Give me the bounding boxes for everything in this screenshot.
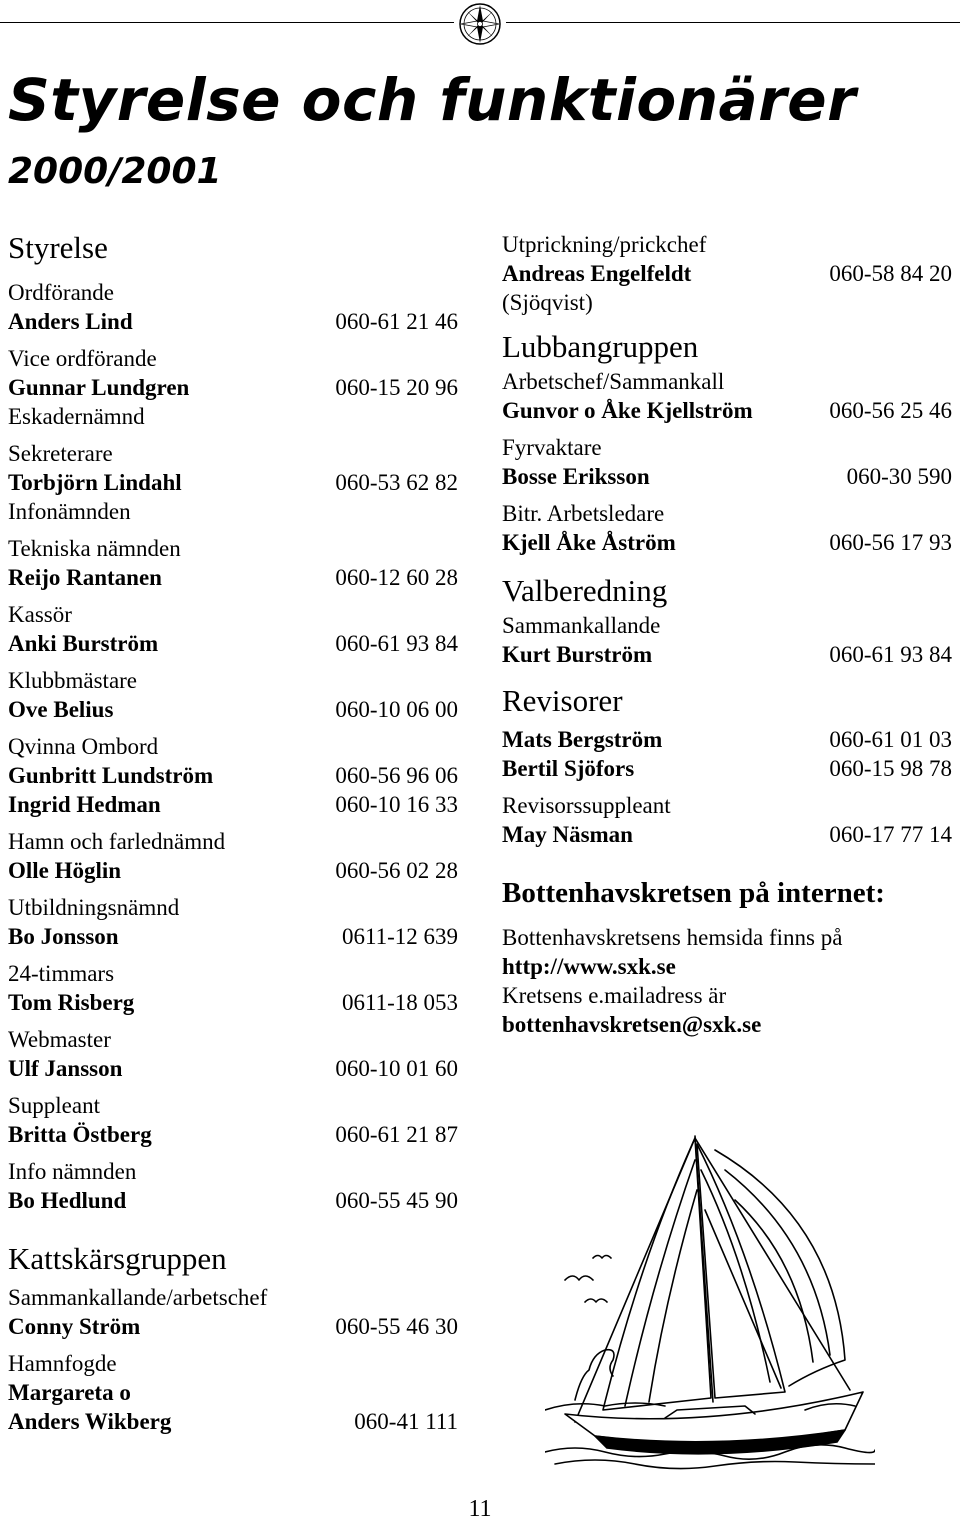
- page-number: 11: [468, 1496, 492, 1522]
- entry-qvinna-ombord: [8, 732, 458, 819]
- phone-number: 060-61 93 84: [829, 642, 952, 667]
- entry-lubban-arbetschef: [502, 367, 952, 425]
- entry-kassor: [8, 600, 458, 658]
- role-label: Hamn och farlednämnd: [8, 829, 226, 854]
- phone-number: 0611-12 639: [341, 924, 458, 949]
- role-note: (Sjöqvist): [502, 290, 593, 315]
- section-heading-styrelse: Styrelse: [8, 230, 108, 265]
- person-name: Bo Jonsson: [8, 924, 119, 949]
- person-name: Britta Östberg: [8, 1122, 152, 1147]
- entry-kattskar-sammankallande: [8, 1283, 458, 1341]
- phone-number: 060-15 98 78: [829, 756, 952, 781]
- entry-info-namnden: [8, 1157, 458, 1215]
- person-name: Reijo Rantanen: [8, 565, 162, 590]
- person-name: Ulf Jansson: [8, 1056, 123, 1081]
- role-label: Kassör: [8, 602, 72, 627]
- person-name: Conny Ström: [8, 1314, 141, 1339]
- phone-number: 060-15 20 96: [335, 375, 458, 400]
- phone-number: 060-56 96 06: [335, 763, 458, 788]
- phone-number: 060-56 25 46: [829, 398, 952, 423]
- phone-number: 060-58 84 20: [829, 261, 952, 286]
- top-rule-left: [0, 22, 454, 23]
- role-label: Klubbmästare: [8, 668, 138, 693]
- entry-webmaster: [8, 1025, 458, 1083]
- phone-number: 060-53 62 82: [335, 470, 458, 495]
- entry-24-timmars: [8, 959, 458, 1017]
- person-name: Kurt Burström: [502, 642, 653, 667]
- person-name: Ove Belius: [8, 697, 114, 722]
- top-rule-right: [506, 22, 960, 23]
- phone-number: 060-61 21 46: [335, 309, 458, 334]
- phone-number: 060-61 93 84: [335, 631, 458, 656]
- role-label: Utbildningsnämnd: [8, 895, 180, 920]
- person-name: Gunbritt Lundström: [8, 763, 214, 788]
- entry-bitr-arbetsledare: [502, 499, 952, 557]
- role-label: Tekniska nämnden: [8, 536, 181, 561]
- person-name: Gunvor o Åke Kjellström: [502, 398, 753, 423]
- person-name: Anders Lind: [8, 309, 133, 334]
- phone-number: 060-17 77 14: [829, 822, 952, 847]
- entry-klubbmastare: [8, 666, 458, 724]
- person-name: May Näsman: [502, 822, 633, 847]
- section-heading-revisorer: Revisorer: [502, 683, 623, 718]
- compass-rose-icon: [458, 2, 502, 46]
- entry-hamnfogde: [8, 1349, 458, 1436]
- person-name: Kjell Åke Åström: [502, 530, 676, 555]
- role-label: Bitr. Arbetsledare: [502, 501, 665, 526]
- phone-number: 060-30 590: [846, 464, 952, 489]
- website-link[interactable]: http://www.sxk.se: [502, 954, 676, 979]
- phone-number: 060-61 01 03: [829, 727, 952, 752]
- person-name: Ingrid Hedman: [8, 792, 161, 817]
- phone-number: 060-55 45 90: [335, 1188, 458, 1213]
- person-name: Anki Burström: [8, 631, 159, 656]
- phone-number: 060-61 21 87: [335, 1122, 458, 1147]
- person-name: Andreas Engelfeldt: [502, 261, 692, 286]
- phone-number: 0611-18 053: [341, 990, 458, 1015]
- entry-utprickning: [502, 230, 952, 317]
- entry-utbildning: [8, 893, 458, 951]
- page-subtitle: 2000/2001: [8, 151, 222, 192]
- phone-number: 060-55 46 30: [335, 1314, 458, 1339]
- entry-hamn: [8, 827, 458, 885]
- phone-number: 060-41 111: [354, 1409, 458, 1434]
- role-label: Suppleant: [8, 1093, 100, 1118]
- person-name: Mats Bergström: [502, 727, 663, 752]
- role-label: Ordförande: [8, 280, 115, 305]
- entry-valberedning: [502, 611, 952, 669]
- section-heading-valberedning: Valberedning: [502, 573, 668, 608]
- role-label: Info nämnden: [8, 1159, 137, 1184]
- person-name: Bo Hedlund: [8, 1188, 127, 1213]
- entry-revisorssuppleant: [502, 791, 952, 849]
- role-label: Sammankallande/arbetschef: [8, 1285, 268, 1310]
- entry-vice-ordforande: [8, 344, 458, 431]
- role-label: Vice ordförande: [8, 346, 157, 371]
- person-name: Tom Risberg: [8, 990, 135, 1015]
- person-name: Torbjörn Lindahl: [8, 470, 182, 495]
- role-label: Fyrvaktare: [502, 435, 602, 460]
- phone-number: 060-10 01 60: [335, 1056, 458, 1081]
- entry-ordforande: [8, 278, 458, 336]
- entry-revisorer: [502, 725, 952, 783]
- entry-fyrvaktare: [502, 433, 952, 491]
- entry-tekniska: [8, 534, 458, 592]
- left-column: [8, 228, 458, 1436]
- role-label: Sammankallande: [502, 613, 661, 638]
- role-label: 24-timmars: [8, 961, 115, 986]
- person-name: Bertil Sjöfors: [502, 756, 635, 781]
- role-label: Utprickning/prickchef: [502, 232, 707, 257]
- internet-text: Bottenhavskretsens hemsida finns på: [502, 925, 843, 950]
- right-column: [502, 230, 952, 1039]
- role-label: Hamnfogde: [8, 1351, 117, 1376]
- phone-number: 060-10 06 00: [335, 697, 458, 722]
- phone-number: 060-56 17 93: [829, 530, 952, 555]
- person-name: Bosse Eriksson: [502, 464, 650, 489]
- section-heading-kattskarsgruppen: Kattskärsgruppen: [8, 1241, 227, 1276]
- role-label: Infonämnden: [8, 499, 131, 524]
- person-name: Anders Wikberg: [8, 1409, 172, 1434]
- person-name: Gunnar Lundgren: [8, 375, 190, 400]
- role-label: Sekreterare: [8, 441, 113, 466]
- role-label: Webmaster: [8, 1027, 111, 1052]
- entry-suppleant: [8, 1091, 458, 1149]
- entry-sekreterare: [8, 439, 458, 526]
- phone-number: 060-10 16 33: [335, 792, 458, 817]
- internet-text: Kretsens e.mailadress är: [502, 983, 727, 1008]
- person-name: Margareta o: [8, 1380, 131, 1405]
- role-label: Arbetschef/Sammankall: [502, 369, 725, 394]
- internet-info: [502, 923, 952, 1039]
- email-link[interactable]: bottenhavskretsen@sxk.se: [502, 1012, 762, 1037]
- sailboat-illustration: [545, 1130, 875, 1470]
- page-title: Styrelse och funktionärer: [8, 66, 857, 134]
- phone-number: 060-56 02 28: [335, 858, 458, 883]
- section-heading-internet: Bottenhavskretsen på internet:: [502, 877, 885, 909]
- role-label: Eskadernämnd: [8, 404, 145, 429]
- phone-number: 060-12 60 28: [335, 565, 458, 590]
- section-heading-lubbangruppen: Lubbangruppen: [502, 329, 699, 364]
- role-label: Revisorssuppleant: [502, 793, 671, 818]
- role-label: Qvinna Ombord: [8, 734, 159, 759]
- person-name: Olle Höglin: [8, 858, 122, 883]
